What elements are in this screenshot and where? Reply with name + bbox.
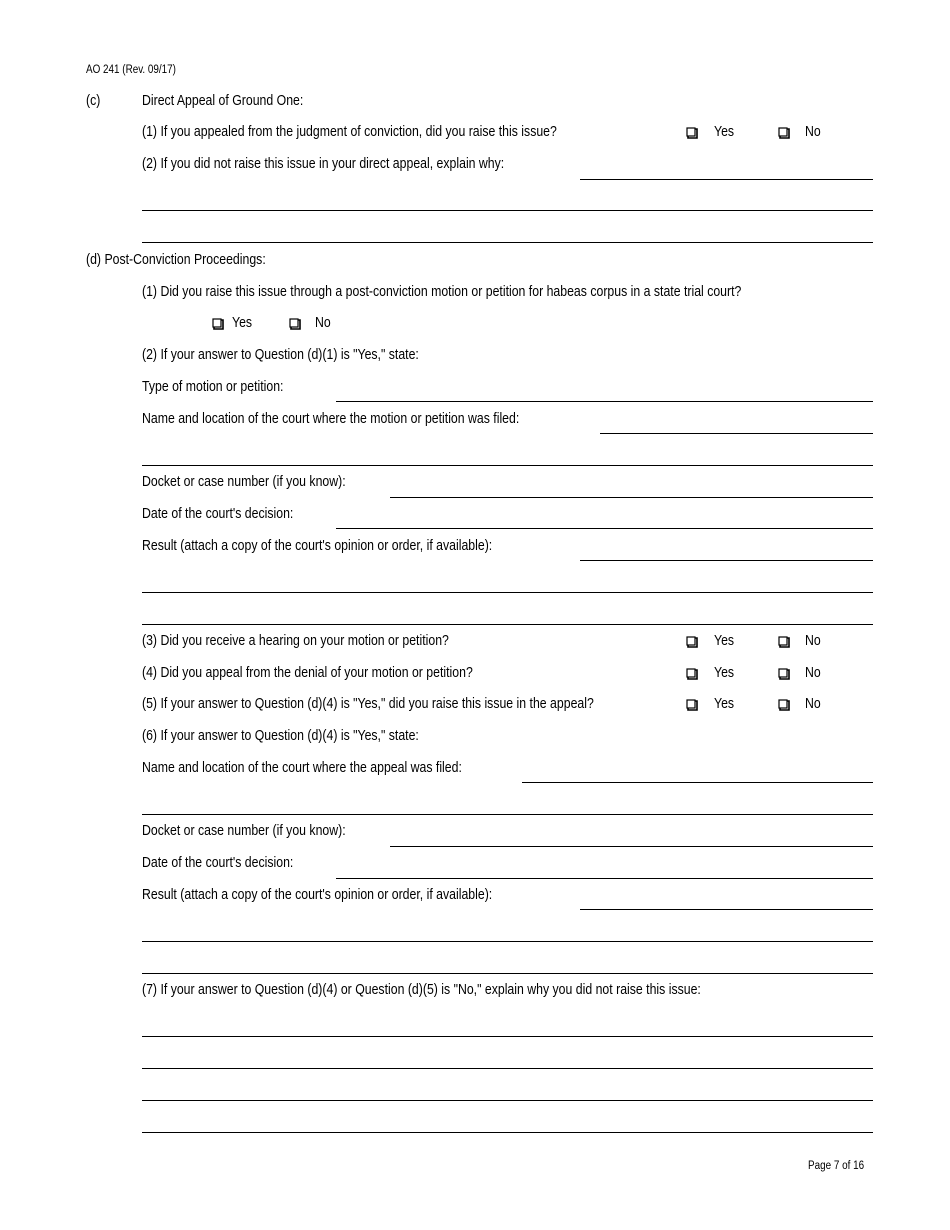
c-q2-answer-line[interactable] — [580, 179, 873, 180]
appeal-docket-label: Docket or case number (if you know): — [142, 823, 346, 839]
d-q7-answer-line[interactable] — [142, 1036, 873, 1037]
appeal-court-answer-line[interactable] — [142, 814, 873, 815]
c-q1-no-label: No — [805, 124, 821, 140]
appeal-result-answer-line[interactable] — [142, 941, 873, 942]
court-label: Name and location of the court where the motion or petition was filed: — [142, 411, 520, 427]
appeal-result-label: Result (attach a copy of the court's opinion or order, if available): — [142, 887, 493, 903]
d-q1-yes-label: Yes — [232, 315, 253, 331]
appeal-date-answer-line[interactable] — [336, 878, 873, 879]
c-q2-answer-line[interactable] — [142, 242, 873, 243]
d-q1-yes-checkbox[interactable] — [212, 316, 224, 330]
c-q1-no-checkbox[interactable] — [778, 125, 790, 139]
result-answer-line[interactable] — [580, 560, 873, 561]
result-answer-line[interactable] — [142, 624, 873, 625]
d-q5-no-checkbox[interactable] — [778, 697, 790, 711]
result-answer-line[interactable] — [142, 592, 873, 593]
date-label: Date of the court's decision: — [142, 506, 294, 522]
d-q3-yes-label: Yes — [714, 633, 735, 649]
d-q3-yes-checkbox[interactable] — [686, 634, 698, 648]
c-q1-text: (1) If you appealed from the judgment of conviction, did you raise this issue? — [142, 124, 557, 140]
docket-label: Docket or case number (if you know): — [142, 474, 346, 490]
docket-answer-line[interactable] — [390, 497, 873, 498]
appeal-result-answer-line[interactable] — [142, 973, 873, 974]
d-q4-text: (4) Did you appeal from the denial of your motion or petition? — [142, 665, 473, 681]
date-answer-line[interactable] — [336, 528, 873, 529]
d-q5-yes-label: Yes — [714, 696, 735, 712]
page-number: Page 7 of 16 — [808, 1160, 865, 1172]
d-q4-yes-label: Yes — [714, 665, 735, 681]
form-id: AO 241 (Rev. 09/17) — [86, 64, 176, 76]
appeal-result-answer-line[interactable] — [580, 909, 873, 910]
d-q6-text: (6) If your answer to Question (d)(4) is "Yes," state: — [142, 728, 419, 744]
d-q7-answer-line[interactable] — [142, 1132, 873, 1133]
section-c-letter: (c) — [86, 93, 101, 109]
d-q7-answer-line[interactable] — [142, 1100, 873, 1101]
d-q5-yes-checkbox[interactable] — [686, 697, 698, 711]
appeal-court-label: Name and location of the court where the appeal was filed: — [142, 760, 462, 776]
c-q1-yes-checkbox[interactable] — [686, 125, 698, 139]
result-label: Result (attach a copy of the court's opinion or order, if available): — [142, 538, 493, 554]
appeal-court-answer-line[interactable] — [522, 782, 873, 783]
type-label: Type of motion or petition: — [142, 379, 284, 395]
d-q4-no-checkbox[interactable] — [778, 666, 790, 680]
c-q2-text: (2) If you did not raise this issue in your direct appeal, explain why: — [142, 156, 505, 172]
court-answer-line[interactable] — [142, 465, 873, 466]
section-d-title: (d) Post-Conviction Proceedings: — [86, 252, 266, 268]
appeal-date-label: Date of the court's decision: — [142, 855, 294, 871]
c-q1-yes-label: Yes — [714, 124, 735, 140]
d-q4-yes-checkbox[interactable] — [686, 666, 698, 680]
d-q3-no-label: No — [805, 633, 821, 649]
d-q1-no-checkbox[interactable] — [289, 316, 301, 330]
d-q1-no-label: No — [315, 315, 331, 331]
section-c-title: Direct Appeal of Ground One: — [142, 93, 304, 109]
d-q3-text: (3) Did you receive a hearing on your motion or petition? — [142, 633, 449, 649]
d-q3-no-checkbox[interactable] — [778, 634, 790, 648]
d-q5-no-label: No — [805, 696, 821, 712]
d-q4-no-label: No — [805, 665, 821, 681]
type-answer-line[interactable] — [336, 401, 873, 402]
d-q5-text: (5) If your answer to Question (d)(4) is "Yes," did you raise this issue in the appeal? — [142, 696, 594, 712]
d-q2-text: (2) If your answer to Question (d)(1) is "Yes," state: — [142, 347, 419, 363]
c-q2-answer-line[interactable] — [142, 210, 873, 211]
d-q7-answer-line[interactable] — [142, 1068, 873, 1069]
d-q1-text: (1) Did you raise this issue through a post-conviction motion or petition for habeas corpus in a state trial court? — [142, 284, 742, 300]
appeal-docket-answer-line[interactable] — [390, 846, 873, 847]
d-q7-text: (7) If your answer to Question (d)(4) or Question (d)(5) is "No," explain why you did not raise this issue: — [142, 982, 701, 998]
court-answer-line[interactable] — [600, 433, 873, 434]
